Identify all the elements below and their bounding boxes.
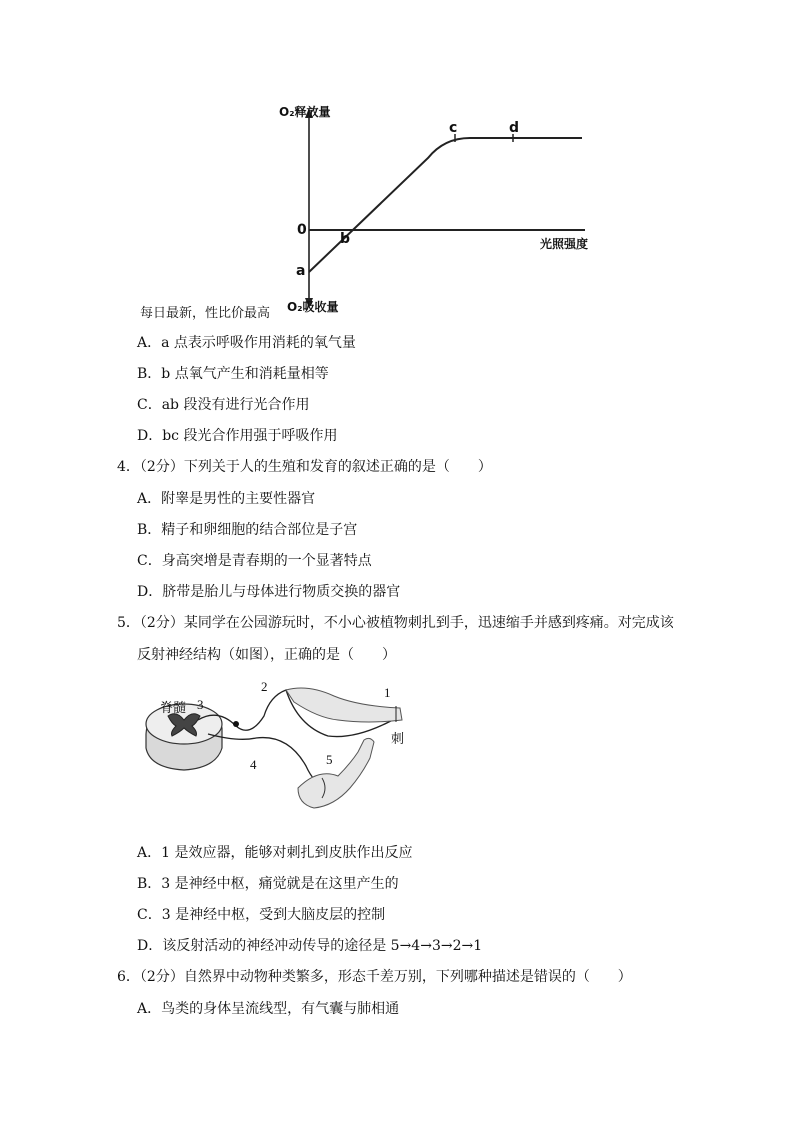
fig-label-thorn: 刺 — [391, 731, 405, 746]
y-axis-bottom-label: O₂吸收量 — [287, 300, 339, 314]
ganglion-dot — [233, 721, 239, 727]
watermark-text: 每日最新，性比价最高 — [140, 306, 271, 321]
q4-stem: 4．（2分）下列关于人的生殖和发育的叙述正确的是（ ） — [117, 459, 492, 475]
q6-option-a: A．鸟类的身体呈流线型，有气囊与肺相通 — [137, 1001, 400, 1017]
q4-option-c: C．身高突增是青春期的一个显著特点 — [137, 553, 372, 569]
point-a-label: a — [296, 263, 306, 279]
q5-stem-line1: 5．（2分）某同学在公园游玩时，不小心被植物刺扎到手，迅速缩手并感到疼痛。对完成该 — [117, 615, 674, 631]
origin-label: 0 — [297, 222, 307, 238]
fig-label-3: 3 — [197, 697, 204, 712]
x-axis-label: 光照强度 — [540, 237, 589, 251]
q3-option-a: A．a 点表示呼吸作用消耗的氧气量 — [137, 335, 356, 351]
q3-option-b: B．b 点氧气产生和消耗量相等 — [137, 366, 329, 382]
fig-label-5: 5 — [326, 752, 333, 767]
q4-option-a: A．附睾是男性的主要性器官 — [137, 491, 316, 507]
q4-option-d: D．脐带是胎儿与母体进行物质交换的器官 — [137, 584, 401, 600]
point-b-label: b — [340, 231, 351, 247]
fig-label-4: 4 — [250, 757, 257, 772]
q3-option-d: D．bc 段光合作用强于呼吸作用 — [137, 428, 338, 444]
motor-nerve-line — [208, 734, 328, 785]
point-c-label: c — [449, 120, 458, 136]
o2-light-graph — [270, 100, 610, 320]
q5-option-d: D．该反射活动的神经冲动传导的途径是 5→4→3→2→1 — [137, 938, 483, 954]
y-axis-top-label: O₂释放量 — [279, 105, 331, 119]
q5-stem-line2: 反射神经结构（如图），正确的是（ ） — [137, 647, 396, 663]
q5-option-c: C．3 是神经中枢，受到大脑皮层的控制 — [137, 907, 386, 923]
q3-option-c: C．ab 段没有进行光合作用 — [137, 397, 310, 413]
fig-label-1: 1 — [384, 685, 391, 700]
q6-stem: 6．（2分）自然界中动物种类繁多，形态千差万别，下列哪种描述是错误的（ ） — [117, 969, 632, 985]
q5-option-b: B．3 是神经中枢，痛觉就是在这里产生的 — [137, 876, 399, 892]
point-d-label: d — [509, 120, 520, 136]
fig-label-spinal-cord: 脊髓 — [160, 700, 187, 715]
q5-option-a: A．1 是效应器，能够对刺扎到皮肤作出反应 — [137, 845, 413, 861]
q4-option-b: B．精子和卵细胞的结合部位是子宫 — [137, 522, 358, 538]
fig-label-2: 2 — [261, 679, 268, 694]
